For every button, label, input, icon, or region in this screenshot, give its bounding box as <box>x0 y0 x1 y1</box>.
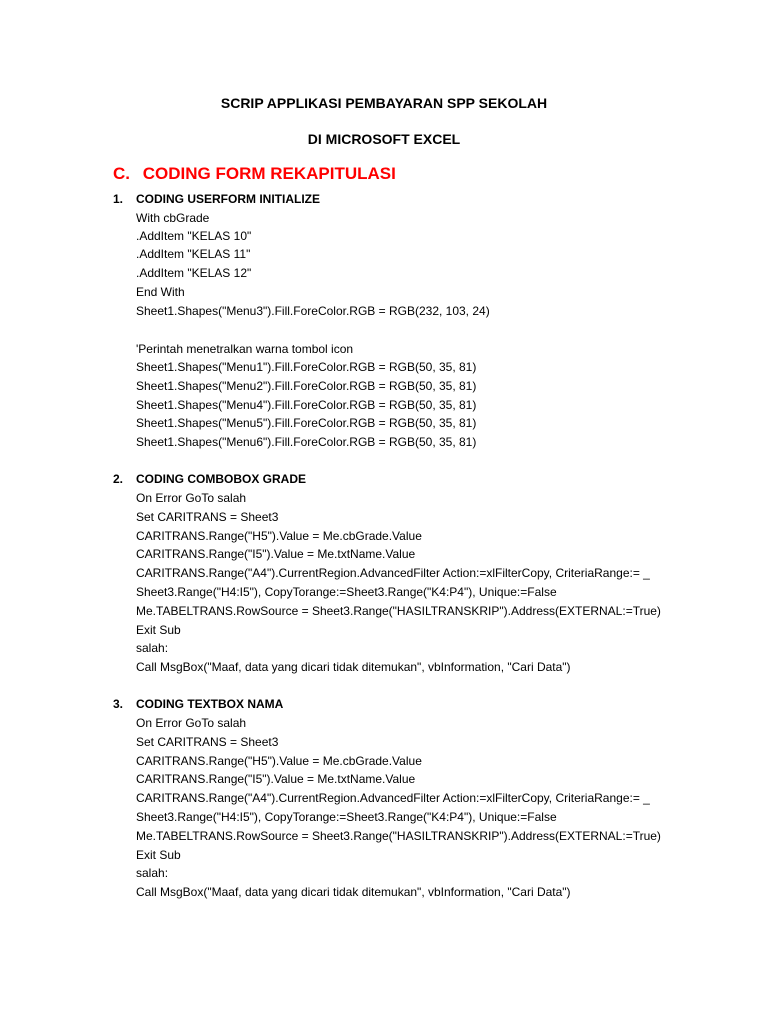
code-line: Sheet1.Shapes("Menu1").Fill.ForeColor.RGB = RGB(50, 35, 81) <box>136 360 477 374</box>
section-heading-text: CODING FORM REKAPITULASI <box>142 164 396 183</box>
code-line: On Error GoTo salah <box>136 716 247 730</box>
code-line: CARITRANS.Range("I5").Value = Me.txtName.Value <box>136 772 416 786</box>
item-number: 2. <box>113 472 124 486</box>
code-line: Sheet1.Shapes("Menu2").Fill.ForeColor.RGB = RGB(50, 35, 81) <box>136 379 477 393</box>
code-line: Sheet1.Shapes("Menu5").Fill.ForeColor.RGB = RGB(50, 35, 81) <box>136 416 477 430</box>
code-line: Sheet3.Range("H4:I5"), CopyTorange:=Sheet3.Range("K4:P4"), Unique:=False <box>136 810 557 824</box>
code-line: CARITRANS.Range("A4").CurrentRegion.AdvancedFilter Action:=xlFilterCopy, CriteriaRange:= _ <box>136 566 650 580</box>
code-line: On Error GoTo salah <box>136 491 247 505</box>
code-line: Sheet3.Range("H4:I5"), CopyTorange:=Sheet3.Range("K4:P4"), Unique:=False <box>136 585 557 599</box>
item-number: 1. <box>113 192 124 206</box>
code-line: CARITRANS.Range("I5").Value = Me.txtName.Value <box>136 547 416 561</box>
code-line: Sheet1.Shapes("Menu4").Fill.ForeColor.RGB = RGB(50, 35, 81) <box>136 398 477 412</box>
code-line: Call MsgBox("Maaf, data yang dicari tidak ditemukan", vbInformation, "Cari Data") <box>136 885 571 899</box>
section-letter: C. <box>113 164 130 183</box>
code-line: salah: <box>136 641 169 655</box>
code-line: .AddItem "KELAS 12" <box>136 266 252 280</box>
code-line: CARITRANS.Range("H5").Value = Me.cbGrade.Value <box>136 754 422 768</box>
code-line: CARITRANS.Range("A4").CurrentRegion.AdvancedFilter Action:=xlFilterCopy, CriteriaRange:= _ <box>136 791 650 805</box>
document-subtitle: DI MICROSOFT EXCEL <box>307 131 461 147</box>
code-line: Call MsgBox("Maaf, data yang dicari tidak ditemukan", vbInformation, "Cari Data") <box>136 660 571 674</box>
code-line: Sheet1.Shapes("Menu6").Fill.ForeColor.RGB = RGB(50, 35, 81) <box>136 435 477 449</box>
code-line: Exit Sub <box>136 623 181 637</box>
document-title: SCRIP APPLIKASI PEMBAYARAN SPP SEKOLAH <box>220 95 548 111</box>
section-heading <box>113 164 396 184</box>
item-title: CODING COMBOBOX GRADE <box>136 472 307 486</box>
code-line: End With <box>136 285 185 299</box>
code-line: Me.TABELTRANS.RowSource = Sheet3.Range("HASILTRANSKRIP").Address(EXTERNAL:=True) <box>136 604 661 618</box>
code-line: Exit Sub <box>136 848 181 862</box>
code-line: .AddItem "KELAS 11" <box>136 247 251 261</box>
item-number: 3. <box>113 697 124 711</box>
item-title: CODING USERFORM INITIALIZE <box>136 192 320 206</box>
code-line: Set CARITRANS = Sheet3 <box>136 735 279 749</box>
code-line: salah: <box>136 866 169 880</box>
item-title: CODING TEXTBOX NAMA <box>136 697 284 711</box>
code-line: Sheet1.Shapes("Menu3").Fill.ForeColor.RGB = RGB(232, 103, 24) <box>136 304 490 318</box>
code-line: With cbGrade <box>136 211 210 225</box>
code-line: 'Perintah menetralkan warna tombol icon <box>136 342 354 356</box>
code-line: .AddItem "KELAS 10" <box>136 229 252 243</box>
code-line: CARITRANS.Range("H5").Value = Me.cbGrade.Value <box>136 529 422 543</box>
code-line: Set CARITRANS = Sheet3 <box>136 510 279 524</box>
code-line: Me.TABELTRANS.RowSource = Sheet3.Range("HASILTRANSKRIP").Address(EXTERNAL:=True) <box>136 829 661 843</box>
